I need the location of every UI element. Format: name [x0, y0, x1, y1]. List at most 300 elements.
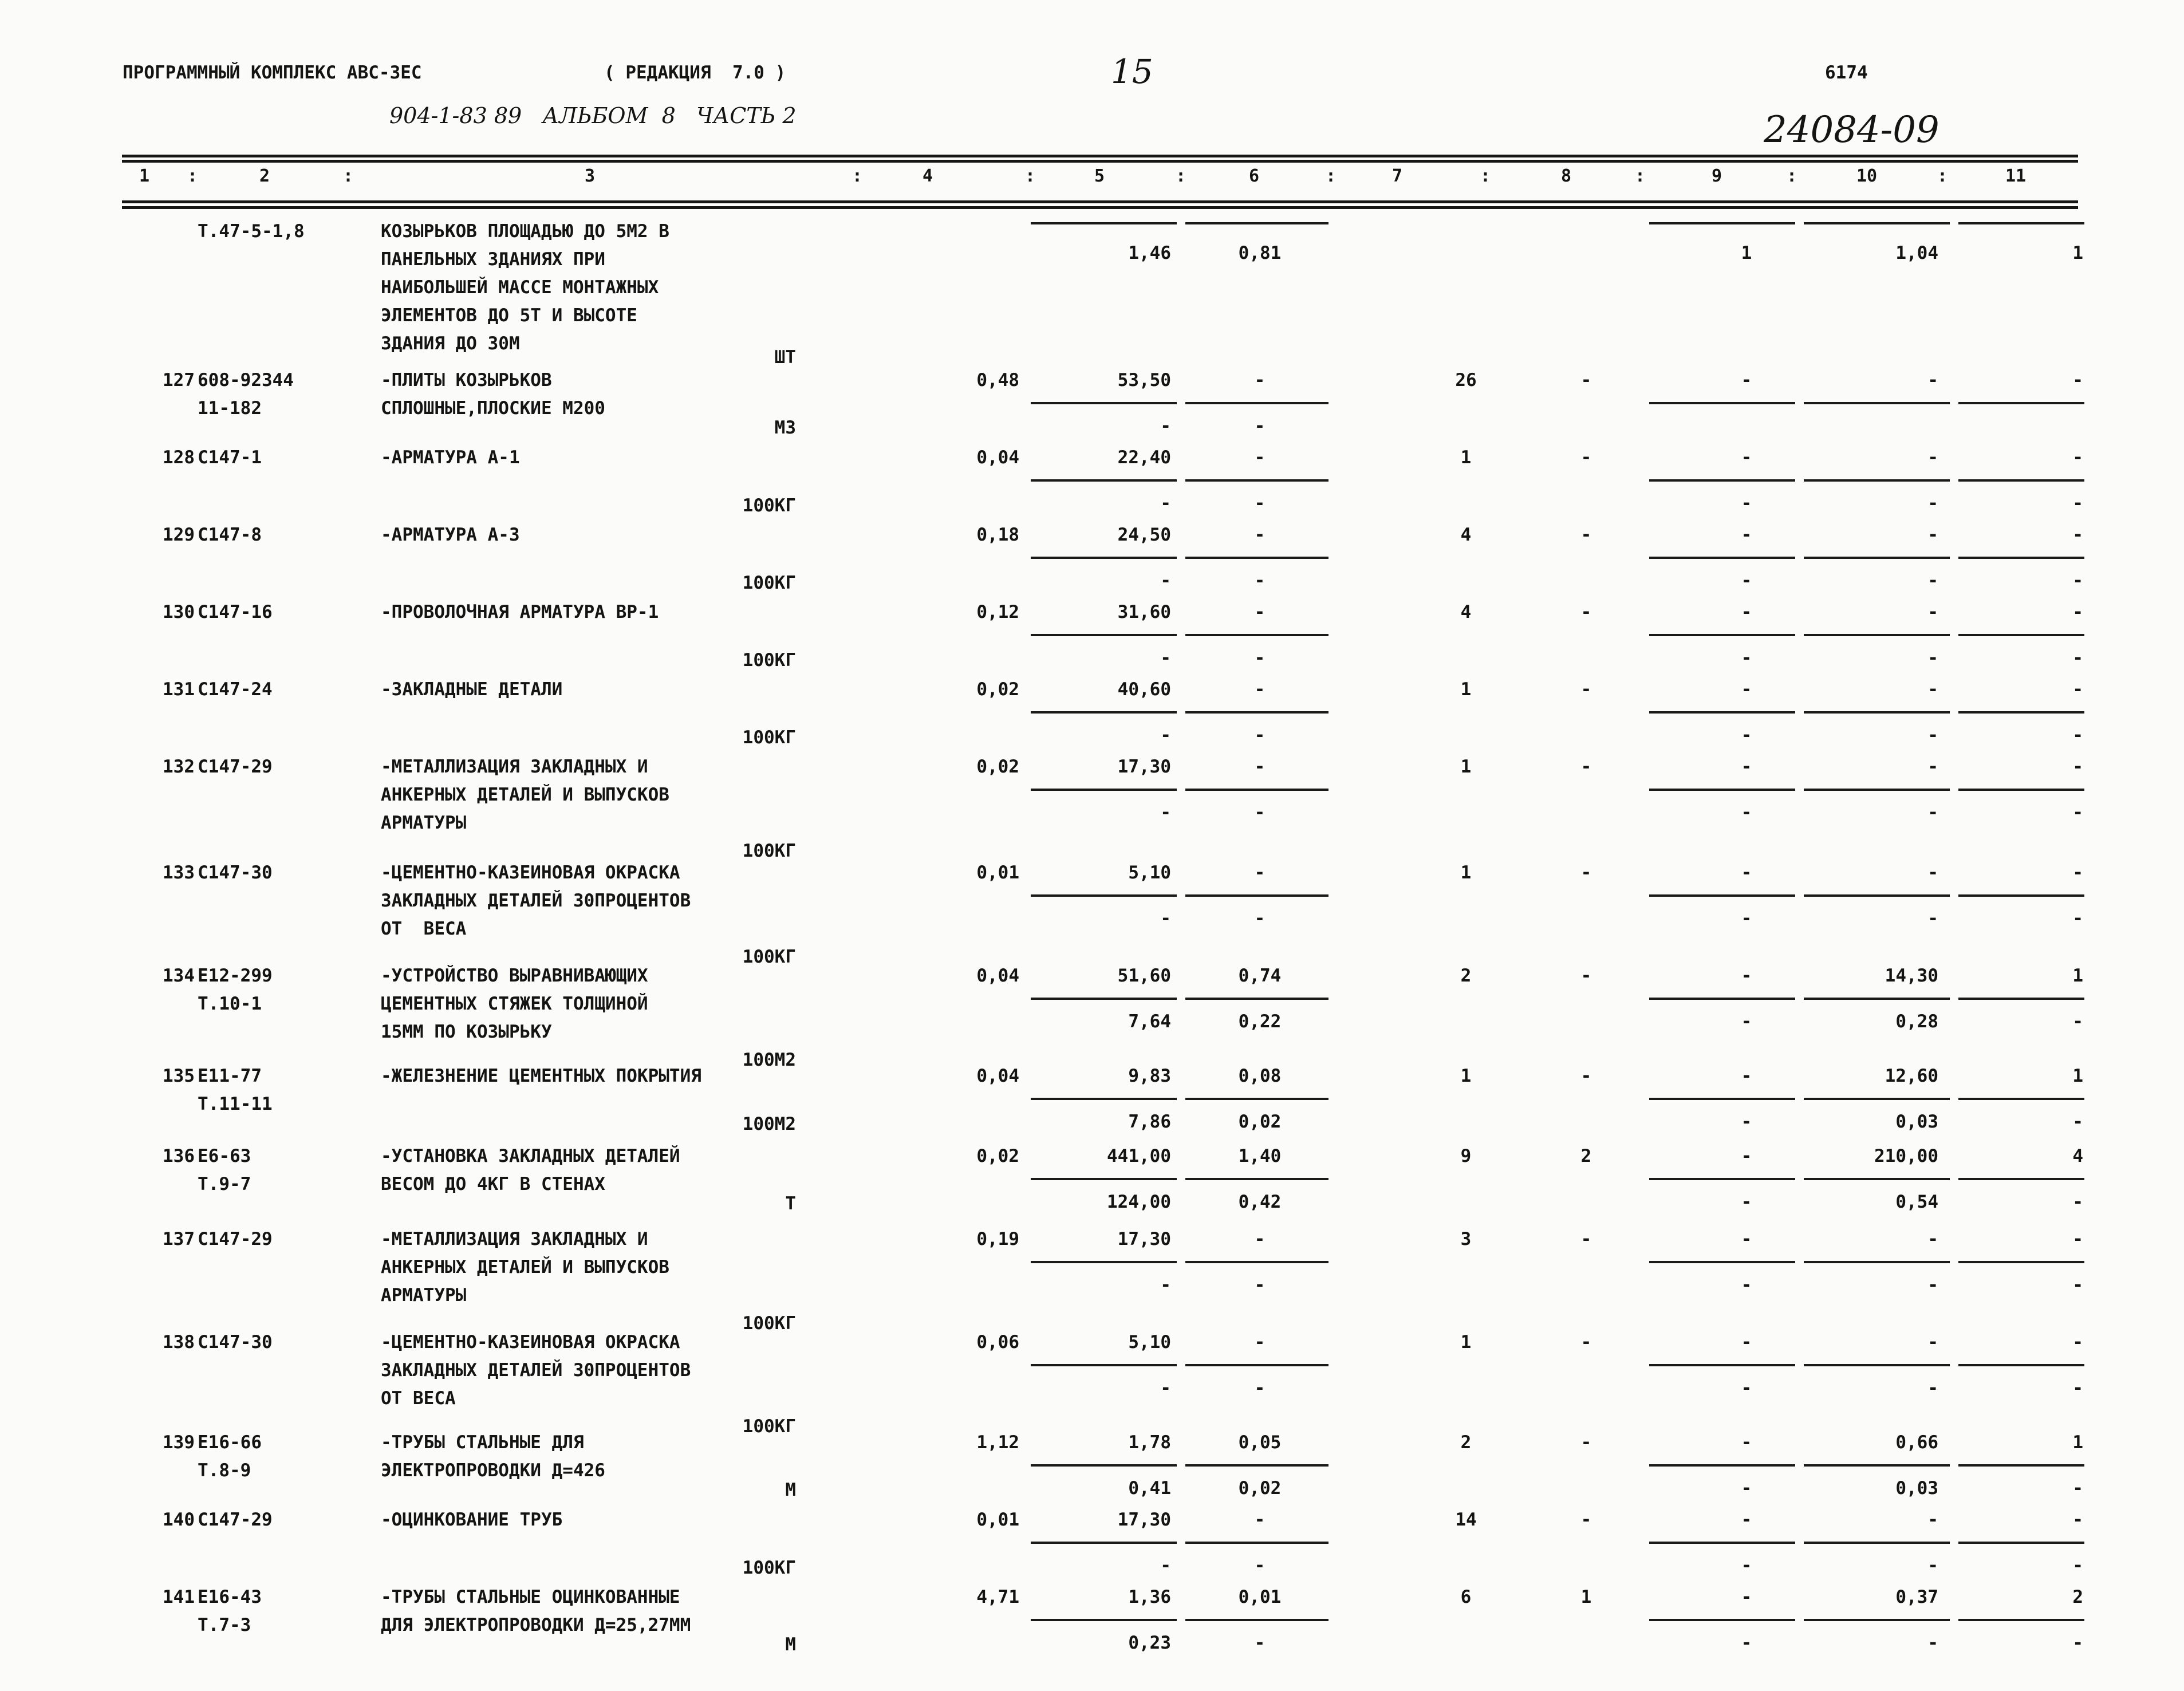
value-col-7: 1 [1460, 862, 1472, 883]
value-col-9: - [1741, 1229, 1752, 1249]
sub-value-col-6: - [1254, 1555, 1266, 1576]
row-number: 134 [163, 965, 195, 986]
value-col-10: 14,30 [1885, 965, 1938, 986]
row-description: -МЕТАЛЛИЗАЦИЯ ЗАКЛАДНЫХ И [381, 756, 648, 777]
sub-value-col-6: - [1254, 1378, 1266, 1398]
bar-col-5 [1031, 222, 1177, 224]
row-description: ЭЛЕМЕНТОВ ДО 5Т И ВЫСОТЕ [381, 305, 637, 326]
value-col-10: - [1927, 525, 1938, 545]
value-col-7: 4 [1460, 525, 1472, 545]
sub-value-col-9: - [1741, 1555, 1752, 1576]
table-row [0, 1429, 2184, 1500]
row-number: 135 [163, 1066, 195, 1086]
sub-value-col-11: - [2072, 493, 2083, 514]
value-col-6: - [1254, 862, 1266, 883]
sub-value-col-10: - [1927, 802, 1938, 823]
value-col-9: - [1741, 862, 1752, 883]
sub-value-col-9: - [1741, 493, 1752, 514]
bar-col-6 [1185, 1619, 1328, 1621]
row-unit: М [785, 1480, 796, 1500]
edition-label: ( РЕДАКЦИЯ 7.0 ) [604, 62, 786, 83]
bar-col-6 [1185, 998, 1328, 1000]
row-description: ОТ ВЕСА [381, 919, 467, 939]
bar-col-9 [1649, 1542, 1795, 1544]
bar-col-11 [1958, 1619, 2084, 1621]
row-description: -УСТРОЙСТВО ВЫРАВНИВАЮЩИХ [381, 965, 648, 986]
row-code: Т.8-9 [198, 1460, 251, 1481]
value-col-8: - [1580, 965, 1592, 986]
value-col-10: - [1927, 447, 1938, 468]
bar-col-10 [1804, 557, 1950, 559]
value-col-10: 210,00 [1874, 1146, 1938, 1166]
column-separator: : [1787, 166, 1797, 186]
bar-col-5 [1031, 1098, 1177, 1100]
value-col-10: - [1927, 1332, 1938, 1353]
value-col-7: 1 [1460, 756, 1472, 777]
sub-value-col-5: - [1160, 908, 1171, 929]
row-description: ДЛЯ ЭЛЕКТРОПРОВОДКИ Д=25,27ММ [381, 1615, 691, 1635]
bar-col-5 [1031, 402, 1177, 404]
album-label: 904-1-83 89 АЛЬБОМ 8 ЧАСТЬ 2 [389, 103, 797, 128]
sub-value-col-5: 7,64 [1128, 1011, 1171, 1032]
bar-col-5 [1031, 998, 1177, 1000]
row-code: Т.47-5-1,8 [198, 221, 305, 242]
value-col-5: 5,10 [1128, 1332, 1171, 1353]
row-code: Т.10-1 [198, 994, 262, 1014]
value-col-4: 1,12 [976, 1432, 1019, 1453]
bar-col-9 [1649, 402, 1795, 404]
row-code: Е16-66 [198, 1432, 262, 1453]
sub-value-col-11: - [2072, 648, 2083, 668]
value-col-10: - [1927, 862, 1938, 883]
bar-col-6 [1185, 1098, 1328, 1100]
bar-col-6 [1185, 634, 1328, 636]
value-col-8: - [1580, 1332, 1592, 1353]
value-col-8: - [1580, 1432, 1592, 1453]
value-col-10: 0,66 [1895, 1432, 1938, 1453]
column-separator: : [1937, 166, 1948, 186]
sub-value-col-9: - [1741, 802, 1752, 823]
bar-col-5 [1031, 1178, 1177, 1180]
value-col-6: 0,81 [1238, 243, 1282, 263]
row-code: Е12-299 [198, 965, 273, 986]
sub-value-col-10: - [1927, 648, 1938, 668]
value-col-7: 2 [1460, 1432, 1472, 1453]
bar-col-11 [1958, 711, 2084, 714]
row-description: ЭЛЕКТРОПРОВОДКИ Д=426 [381, 1460, 605, 1481]
row-number: 129 [163, 525, 195, 545]
row-description: -ТРУБЫ СТАЛЬНЫЕ ОЦИНКОВАННЫЕ [381, 1587, 680, 1607]
sub-value-col-9: - [1741, 1378, 1752, 1398]
value-col-6: - [1254, 370, 1266, 391]
sub-value-col-6: - [1254, 725, 1266, 746]
value-col-8: 2 [1580, 1146, 1592, 1166]
sub-value-col-11: - [2072, 1111, 2083, 1132]
column-header-3: 3 [584, 166, 596, 186]
row-code: С147-1 [198, 447, 262, 468]
row-code: Т.7-3 [198, 1615, 251, 1635]
bar-col-9 [1649, 1619, 1795, 1621]
row-unit: 100КГ [742, 650, 796, 671]
value-col-7: 1 [1460, 447, 1472, 468]
sub-value-col-11: - [2072, 570, 2083, 591]
value-col-4: 0,02 [976, 1146, 1019, 1166]
row-number: 138 [163, 1332, 195, 1353]
value-col-5: 17,30 [1117, 1509, 1171, 1530]
sub-value-col-10: - [1927, 1555, 1938, 1576]
value-col-11: 1 [2072, 243, 2083, 263]
row-description: КОЗЫРЬКОВ ПЛОЩАДЬЮ ДО 5М2 В [381, 221, 669, 242]
row-description: ПАНЕЛЬНЫХ ЗДАНИЯХ ПРИ [381, 249, 605, 270]
bar-col-5 [1031, 479, 1177, 482]
doc-code: 6174 [1825, 62, 1868, 83]
row-description: -ЦЕМЕНТНО-КАЗЕИНОВАЯ ОКРАСКА [381, 862, 680, 883]
row-unit: ШТ [774, 347, 796, 368]
sub-value-col-10: - [1927, 908, 1938, 929]
sub-value-col-9: - [1741, 1478, 1752, 1499]
sub-value-col-9: - [1741, 1192, 1752, 1212]
value-col-9: - [1741, 1587, 1752, 1607]
row-unit: 100КГ [742, 1416, 796, 1437]
bar-col-5 [1031, 894, 1177, 897]
bar-col-10 [1804, 634, 1950, 636]
value-col-7: 2 [1460, 965, 1472, 986]
row-description: ЗАКЛАДНЫХ ДЕТАЛЕЙ 30ПРОЦЕНТОВ [381, 890, 691, 911]
row-number: 127 [163, 370, 195, 391]
value-col-9: - [1741, 525, 1752, 545]
value-col-4: 0,04 [976, 965, 1019, 986]
sub-value-col-9: - [1741, 1275, 1752, 1295]
sub-value-col-11: - [2072, 1633, 2083, 1653]
value-col-4: 0,06 [976, 1332, 1019, 1353]
table-row [0, 1142, 2184, 1214]
sub-value-col-9: - [1741, 1111, 1752, 1132]
row-code: С147-29 [198, 756, 273, 777]
column-header-8: 8 [1560, 166, 1572, 186]
value-col-5: 9,83 [1128, 1066, 1171, 1086]
row-number: 131 [163, 679, 195, 700]
row-number: 136 [163, 1146, 195, 1166]
value-col-7: 1 [1460, 679, 1472, 700]
value-col-7: 14 [1455, 1509, 1477, 1530]
value-col-6: - [1254, 1509, 1266, 1530]
bar-col-9 [1649, 634, 1795, 636]
sub-value-col-5: 124,00 [1107, 1192, 1171, 1212]
value-col-5: 1,78 [1128, 1432, 1171, 1453]
value-col-10: - [1927, 1229, 1938, 1249]
row-description: -УСТАНОВКА ЗАКЛАДНЫХ ДЕТАЛЕЙ [381, 1146, 680, 1166]
bar-col-5 [1031, 1619, 1177, 1621]
bar-col-6 [1185, 557, 1328, 559]
row-description: -ОЦИНКОВАНИЕ ТРУБ [381, 1509, 563, 1530]
value-col-7: 1 [1460, 1066, 1472, 1086]
value-col-5: 40,60 [1117, 679, 1171, 700]
row-code: Т.9-7 [198, 1174, 251, 1195]
sub-value-col-5: 0,23 [1128, 1633, 1171, 1653]
sub-value-col-10: - [1927, 570, 1938, 591]
sub-value-col-11: - [2072, 1555, 2083, 1576]
sub-value-col-5: - [1160, 1555, 1171, 1576]
value-col-11: 1 [2072, 965, 2083, 986]
row-code: Е6-63 [198, 1146, 251, 1166]
table-row [0, 1506, 2184, 1578]
column-header-11: 11 [2005, 166, 2027, 186]
value-col-11: - [2072, 602, 2083, 622]
value-col-6: - [1254, 679, 1266, 700]
sub-value-col-10: 0,03 [1895, 1478, 1938, 1499]
bar-col-10 [1804, 1098, 1950, 1100]
value-col-7: 9 [1460, 1146, 1472, 1166]
bar-col-10 [1804, 1464, 1950, 1467]
value-col-4: 0,19 [976, 1229, 1019, 1249]
row-description: АНКЕРНЫХ ДЕТАЛЕЙ И ВЫПУСКОВ [381, 1257, 669, 1278]
row-description: ВЕСОМ ДО 4КГ В СТЕНАХ [381, 1174, 605, 1195]
row-description: -ПЛИТЫ КОЗЫРЬКОВ [381, 370, 552, 391]
value-col-4: 0,04 [976, 447, 1019, 468]
row-code: Е11-77 [198, 1066, 262, 1086]
row-description: -АРМАТУРА А-3 [381, 525, 520, 545]
sub-value-col-9: - [1741, 725, 1752, 746]
value-col-5: 51,60 [1117, 965, 1171, 986]
value-col-11: - [2072, 756, 2083, 777]
value-col-8: - [1580, 756, 1592, 777]
value-col-5: 22,40 [1117, 447, 1171, 468]
bar-col-11 [1958, 789, 2084, 791]
value-col-11: - [2072, 679, 2083, 700]
sub-value-col-5: 7,86 [1128, 1111, 1171, 1132]
value-col-5: 441,00 [1107, 1146, 1171, 1166]
header-rule-top-2 [122, 160, 2078, 163]
value-col-6: 0,74 [1238, 965, 1282, 986]
value-col-11: 2 [2072, 1587, 2083, 1607]
table-row [0, 676, 2184, 748]
row-description: АРМАТУРЫ [381, 1285, 467, 1306]
sub-value-col-11: - [2072, 908, 2083, 929]
value-col-7: 3 [1460, 1229, 1472, 1249]
row-code: С147-30 [198, 1332, 273, 1353]
bar-col-10 [1804, 894, 1950, 897]
header-rule-bottom-2 [122, 206, 2078, 209]
bar-col-11 [1958, 634, 2084, 636]
row-code: С147-29 [198, 1229, 273, 1249]
bar-col-5 [1031, 557, 1177, 559]
value-col-6: 0,01 [1238, 1587, 1282, 1607]
row-description: 15ММ ПО КОЗЫРЬКУ [381, 1022, 552, 1042]
sub-value-col-5: - [1160, 648, 1171, 668]
value-col-8: - [1580, 1229, 1592, 1249]
header-rule-top [122, 155, 2078, 157]
bar-col-9 [1649, 222, 1795, 224]
row-unit: М [785, 1634, 796, 1655]
sub-value-col-6: - [1254, 493, 1266, 514]
row-description: -ТРУБЫ СТАЛЬНЫЕ ДЛЯ [381, 1432, 584, 1453]
row-description: АНКЕРНЫХ ДЕТАЛЕЙ И ВЫПУСКОВ [381, 785, 669, 805]
row-number: 133 [163, 862, 195, 883]
value-col-10: - [1927, 756, 1938, 777]
value-col-6: - [1254, 1332, 1266, 1353]
row-code: С147-29 [198, 1509, 273, 1530]
program-title: ПРОГРАММНЫЙ КОМПЛЕКС АВС-3ЕС [123, 62, 422, 83]
bar-col-9 [1649, 557, 1795, 559]
value-col-11: - [2072, 370, 2083, 391]
sub-value-col-6: - [1254, 416, 1266, 436]
value-col-6: 1,40 [1238, 1146, 1282, 1166]
value-col-9: 1 [1741, 243, 1752, 263]
bar-col-10 [1804, 479, 1950, 482]
bar-col-6 [1185, 1261, 1328, 1263]
row-unit: 100КГ [742, 1558, 796, 1578]
row-unit: 100КГ [742, 573, 796, 593]
value-col-4: 0,12 [976, 602, 1019, 622]
value-col-11: - [2072, 525, 2083, 545]
value-col-4: 4,71 [976, 1587, 1019, 1607]
sub-value-col-9: - [1741, 648, 1752, 668]
table-row [0, 1329, 2184, 1437]
row-description: НАИБОЛЬШЕЙ МАССЕ МОНТАЖНЫХ [381, 277, 659, 298]
value-col-9: - [1741, 602, 1752, 622]
table-row [0, 1062, 2184, 1134]
header-rule-bottom [122, 200, 2078, 203]
bar-col-5 [1031, 1464, 1177, 1467]
row-number: 137 [163, 1229, 195, 1249]
bar-col-9 [1649, 1098, 1795, 1100]
value-col-6: - [1254, 1229, 1266, 1249]
value-col-11: - [2072, 447, 2083, 468]
value-col-8: 1 [1580, 1587, 1592, 1607]
row-description: ЦЕМЕНТНЫХ СТЯЖЕК ТОЛЩИНОЙ [381, 994, 648, 1014]
bar-col-11 [1958, 557, 2084, 559]
bar-col-6 [1185, 222, 1328, 224]
bar-col-10 [1804, 711, 1950, 714]
bar-col-10 [1804, 222, 1950, 224]
row-unit: 100КГ [742, 1313, 796, 1334]
bar-col-5 [1031, 711, 1177, 714]
value-col-8: - [1580, 525, 1592, 545]
value-col-6: - [1254, 602, 1266, 622]
value-col-9: - [1741, 1509, 1752, 1530]
bar-col-10 [1804, 1619, 1950, 1621]
value-col-4: 0,18 [976, 525, 1019, 545]
table-row [0, 521, 2184, 593]
column-separator: : [187, 166, 198, 186]
sub-value-col-6: - [1254, 1275, 1266, 1295]
sub-value-col-10: - [1927, 493, 1938, 514]
sub-value-col-6: - [1254, 908, 1266, 929]
value-col-7: 4 [1460, 602, 1472, 622]
row-description: -ПРОВОЛОЧНАЯ АРМАТУРА ВР-1 [381, 602, 659, 622]
column-separator: : [1635, 166, 1646, 186]
value-col-9: - [1741, 965, 1752, 986]
value-col-9: - [1741, 1432, 1752, 1453]
column-header-2: 2 [259, 166, 270, 186]
value-col-5: 53,50 [1117, 370, 1171, 391]
column-separator: : [1326, 166, 1337, 186]
bar-col-10 [1804, 789, 1950, 791]
value-col-9: - [1741, 447, 1752, 468]
value-col-11: - [2072, 1229, 2083, 1249]
row-unit: 100КГ [742, 495, 796, 516]
sub-value-col-11: - [2072, 1275, 2083, 1295]
bar-col-11 [1958, 998, 2084, 1000]
row-description: -МЕТАЛЛИЗАЦИЯ ЗАКЛАДНЫХ И [381, 1229, 648, 1249]
row-number: 141 [163, 1587, 195, 1607]
bar-col-11 [1958, 402, 2084, 404]
bar-col-6 [1185, 894, 1328, 897]
bar-col-9 [1649, 1261, 1795, 1263]
column-header-1: 1 [139, 166, 150, 186]
column-separator: : [1480, 166, 1491, 186]
value-col-10: - [1927, 1509, 1938, 1530]
row-number: 130 [163, 602, 195, 622]
bar-col-5 [1031, 1261, 1177, 1263]
bar-col-10 [1804, 402, 1950, 404]
row-code: Е16-43 [198, 1587, 262, 1607]
row-code: С147-24 [198, 679, 273, 700]
sub-value-col-10: 0,03 [1895, 1111, 1938, 1132]
sub-value-col-5: - [1160, 493, 1171, 514]
row-unit: 100КГ [742, 727, 796, 748]
row-description: -АРМАТУРА А-1 [381, 447, 520, 468]
row-description: ЗАКЛАДНЫХ ДЕТАЛЕЙ 30ПРОЦЕНТОВ [381, 1360, 691, 1381]
row-unit: 100М2 [742, 1114, 796, 1134]
bar-col-5 [1031, 1542, 1177, 1544]
bar-col-11 [1958, 1261, 2084, 1263]
bar-col-6 [1185, 1364, 1328, 1366]
value-col-10: 0,37 [1895, 1587, 1938, 1607]
stamp-number: 24084-09 [1764, 109, 1939, 151]
value-col-11: - [2072, 1332, 2083, 1353]
row-code: 11-182 [198, 398, 262, 419]
bar-col-11 [1958, 479, 2084, 482]
row-description: -ЗАКЛАДНЫЕ ДЕТАЛИ [381, 679, 563, 700]
bar-col-11 [1958, 222, 2084, 224]
value-col-6: - [1254, 525, 1266, 545]
bar-col-9 [1649, 1364, 1795, 1366]
sub-value-col-6: - [1254, 648, 1266, 668]
value-col-9: - [1741, 1332, 1752, 1353]
table-row [0, 366, 2184, 438]
column-separator: : [1025, 166, 1036, 186]
row-unit: М3 [774, 417, 796, 438]
value-col-4: 0,48 [976, 370, 1019, 391]
sub-value-col-11: - [2072, 725, 2083, 746]
bar-col-5 [1031, 1364, 1177, 1366]
value-col-4: 0,02 [976, 756, 1019, 777]
bar-col-11 [1958, 1464, 2084, 1467]
row-description: ЗДАНИЯ ДО 30М [381, 333, 520, 354]
table-row [0, 598, 2184, 671]
value-col-6: - [1254, 447, 1266, 468]
value-col-4: 0,01 [976, 862, 1019, 883]
value-col-9: - [1741, 370, 1752, 391]
bar-col-5 [1031, 789, 1177, 791]
sub-value-col-6: - [1254, 802, 1266, 823]
value-col-8: - [1580, 602, 1592, 622]
sub-value-col-6: - [1254, 570, 1266, 591]
row-code: С147-8 [198, 525, 262, 545]
bar-col-11 [1958, 1542, 2084, 1544]
column-separator: : [852, 166, 863, 186]
value-col-4: 0,02 [976, 679, 1019, 700]
row-description: ОТ ВЕСА [381, 1388, 456, 1409]
sub-value-col-5: - [1160, 1275, 1171, 1295]
row-unit: 100КГ [742, 947, 796, 967]
value-col-10: 12,60 [1885, 1066, 1938, 1086]
value-col-5: 1,36 [1128, 1587, 1171, 1607]
value-col-6: 0,08 [1238, 1066, 1282, 1086]
row-number: 128 [163, 447, 195, 468]
column-separator: : [1176, 166, 1186, 186]
